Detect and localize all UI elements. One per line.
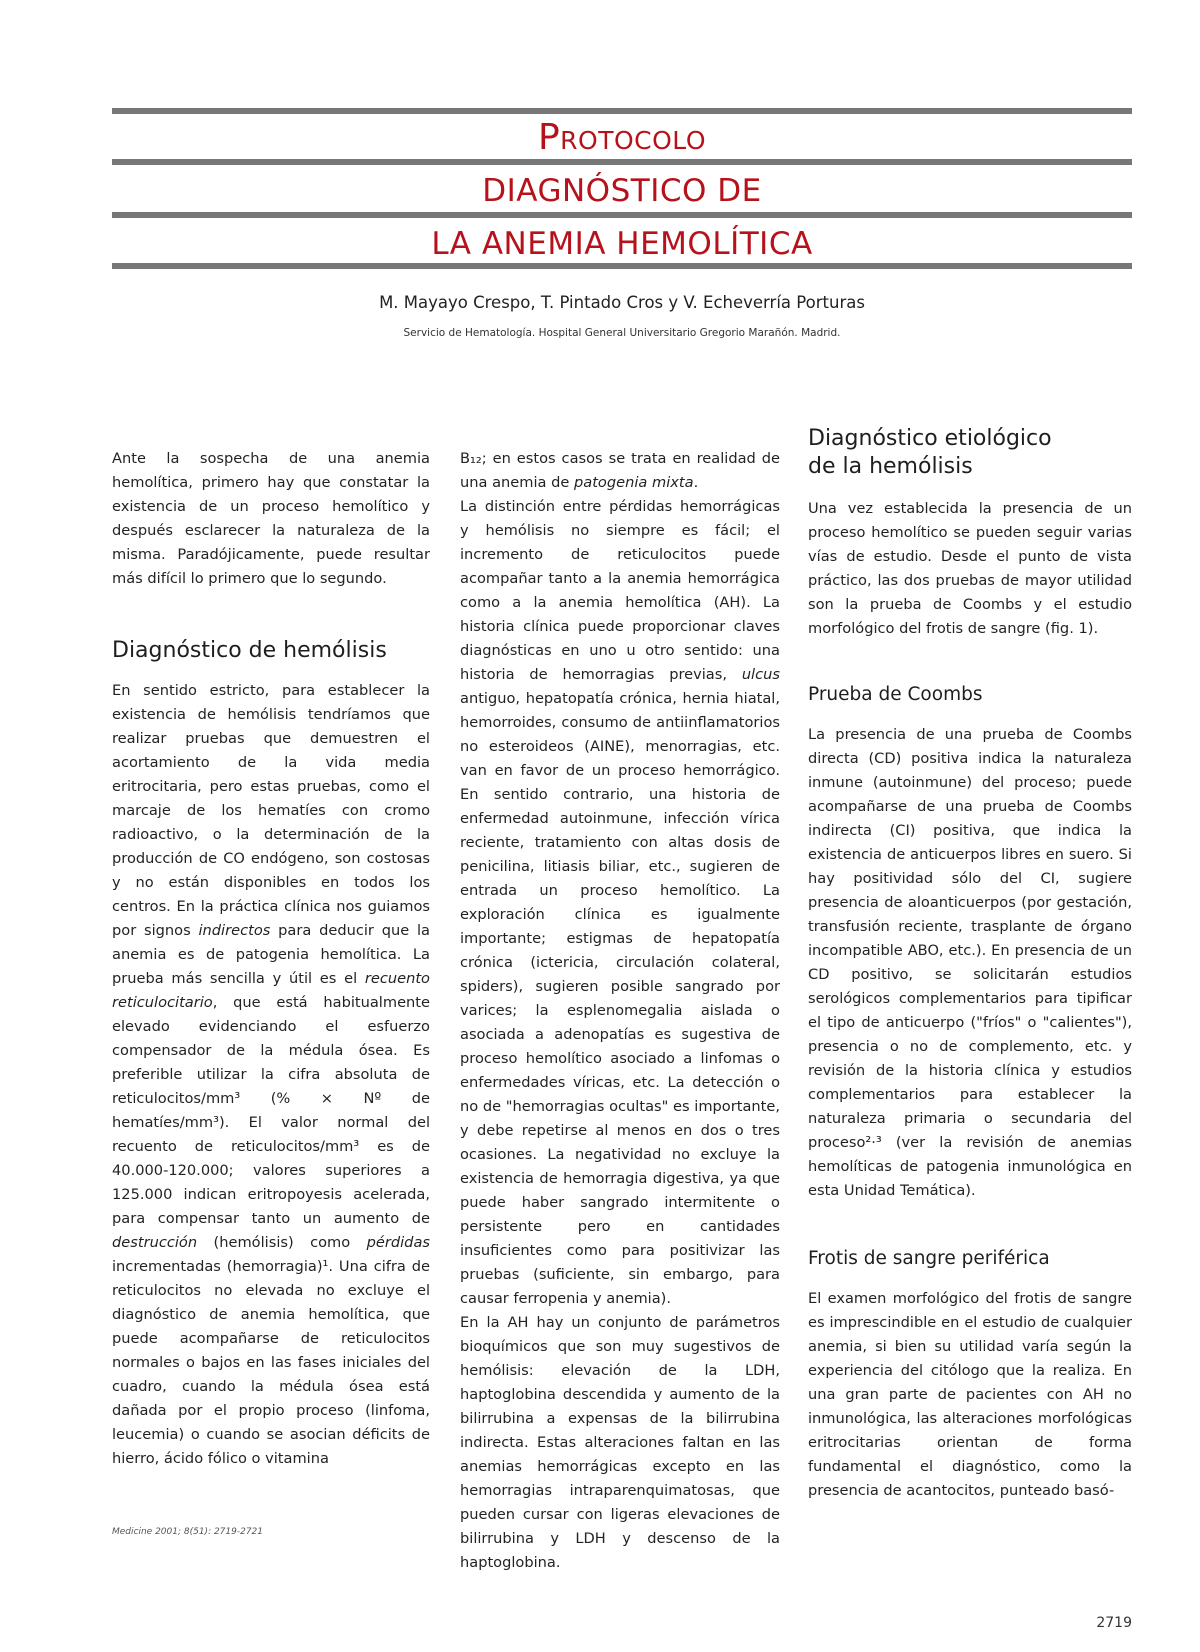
section-heading-coombs: Prueba de Coombs bbox=[808, 684, 983, 705]
etiologic-diagnosis-paragraph: Una vez establecida la presencia de un proceso hemolítico se pueden seguir varias vías de estudio. Desde el punto de vista práctico, las dos pruebas de mayor utilidad son la prueba de Coombs y el estudio morfológico del frotis de sangre (fig. 1). bbox=[808, 500, 1132, 637]
biochemical-parameters-paragraph: En la AH hay un conjunto de parámetros bioquímicos que son muy sugestivos de hemólisis: elevación de la LDH, haptoglobina descendida y aumento de la bilirrubina a expensas de la bilirrubina indirecta. Estas alteraciones faltan en las anemias hemorrágicas excepto en las hemorragias intraparenquimatosas, que pueden cursar con ligeras elevaciones de bilirrubina y LDH y descenso de la haptoglobina. bbox=[460, 1314, 780, 1571]
title-rule-3 bbox=[112, 212, 1132, 218]
hemorrhage-vs-hemolysis-paragraph: La distinción entre pérdidas hemorrágicas y hemólisis no siempre es fácil; el incremento de reticulocitos puede acompañar tanto a la anemia hemorrágica como a la anemia hemolítica (AH). La historia clínica puede proporcionar claves diagnósticas en uno u otro sentido: una historia de hemorragias previas, ulcus antiguo, hepatopatía crónica, hernia hiatal, hemorroides, consumo de antiinflamatorios no esteroideos (AINE), menorragias, etc. van en favor de un proceso hemorrágico. En sentido contrario, una historia de enfermedad autoinmune, infección vírica reciente, tratamiento con altas dosis de penicilina, litiasis biliar, etc., sugieren de entrada un proceso hemolítico. La exploración clínica es igualmente importante; estigmas de hepatopatía crónica (ictericia, circulación colateral, spiders), sugieren posible sangrado por varices; la esplenomegalia aislada o asociada a adenopatías es sugestiva de proceso hemolítico asociado a linfomas o enfermedades víricas, etc. La detección o no de "hemorragias ocultas" es importante, y debe repetirse al menos en dos o tres ocasiones. La negatividad no excluye la existencia de hemorragia digestiva, ya que puede haber sangrado intermitente o persistente pero en cantidades insuficientes como para positivizar las pruebas (suficiente, sin embargo, para causar ferropenia y anemia). bbox=[460, 498, 780, 1307]
column-3 bbox=[808, 426, 1132, 1503]
intro-paragraph: Ante la sospecha de una anemia hemolítica, primero hay que constatar la existencia de un proceso hemolítico y después esclarecer la naturaleza de la misma. Paradójicamente, puede resultar más difícil lo primero que lo segundo. bbox=[112, 450, 430, 587]
title-rule-1 bbox=[112, 108, 1132, 114]
article-title-line-1: Protocolo bbox=[537, 117, 707, 158]
journal-citation: Medicine 2001; 8(51): 2719-2721 bbox=[112, 1527, 264, 1537]
coombs-paragraph: La presencia de una prueba de Coombs directa (CD) positiva indica la naturaleza inmune (autoinmune) del proceso; puede acompañarse de una prueba de Coombs indirecta (CI) positiva, que indica la existencia de anticuerpos libres en suero. Si hay positividad sólo del CI, sugiere presencia de aloanticuerpos (por gestación, transfusión reciente, trasplante de órgano incompatible ABO, etc.). En presencia de un CD positivo, se solicitarán estudios serológicos complementarios para tipificar el tipo de anticuerpo ("fríos" o "calientes"), presencia o no de complemento, etc. y revisión de la historia clínica y estudios complementarios para establecer la naturaleza primaria o secundaria del proceso²·³ (ver la revisión de anemias hemolíticas de patogenia inmunológica en esta Unidad Temática). bbox=[808, 726, 1132, 1199]
mixed-pathogenesis-paragraph: B₁₂; en estos casos se trata en realidad de una anemia de patogenia mixta. bbox=[460, 450, 780, 491]
title-rule-2 bbox=[112, 159, 1132, 165]
column-1 bbox=[112, 447, 430, 1471]
authors: M. Mayayo Crespo, T. Pintado Cros y V. Echeverría Porturas bbox=[379, 293, 865, 312]
title-rule-4 bbox=[112, 263, 1132, 269]
article-title-line-2: DIAGNÓSTICO DE bbox=[482, 173, 762, 209]
section-heading-hemolysis-diagnosis: Diagnóstico de hemólisis bbox=[112, 638, 387, 663]
hemolysis-diagnosis-paragraph: En sentido estricto, para establecer la existencia de hemólisis tendríamos que realizar pruebas que demuestren el acortamiento de la vida media eritrocitaria, pero estas pruebas, como el marcaje de los hematíes con cromo radioactivo, o la determinación de la producción de CO endógeno, son costosas y no están disponibles en todos los centros. En la práctica clínica nos guiamos por signos indirectos para deducir que la anemia es de patogenia hemolítica. La prueba más sencilla y útil es el recuento reticulocitario, que está habitualmente elevado evidenciando el esfuerzo compensador de la médula ósea. Es preferible utilizar la cifra absoluta de reticulocitos/mm³ (% × Nº de hematíes/mm³). El valor normal del recuento de reticulocitos/mm³ es de 40.000-120.000; valores superiores a 125.000 indican eritropoyesis acelerada, para compensar tanto un aumento de destrucción (hemólisis) como pérdidas incrementadas (hemorragia)¹. Una cifra de reticulocitos no elevada no excluye el diagnóstico de anemia hemolítica, que puede acompañarse de reticulocitos normales o bajos en las fases iniciales del cuadro, cuando la médula ósea está dañada por el propio proceso (linfoma, leucemia) o cuando se asocian déficits de hierro, ácido fólico o vitamina bbox=[112, 682, 430, 1467]
affiliation: Servicio de Hematología. Hospital General Universitario Gregorio Marañón. Madrid. bbox=[403, 327, 841, 339]
page-number: 2719 bbox=[1096, 1615, 1132, 1631]
column-2 bbox=[460, 447, 780, 1575]
blood-smear-paragraph: El examen morfológico del frotis de sangre es imprescindible en el estudio de cualquier anemia, si bien su utilidad varía según la experiencia del citólogo que la realiza. En una gran parte de pacientes con AH no inmunológica, las alteraciones morfológicas eritrocitarias orientan de forma fundamental el diagnóstico, como la presencia de acantocitos, punteado basó- bbox=[808, 1290, 1132, 1499]
section-heading-etiologic-diagnosis: Diagnóstico etiológico de la hemólisis bbox=[808, 426, 1052, 479]
section-heading-blood-smear: Frotis de sangre periférica bbox=[808, 1248, 1050, 1269]
article-title-line-3: LA ANEMIA HEMOLÍTICA bbox=[431, 226, 813, 262]
